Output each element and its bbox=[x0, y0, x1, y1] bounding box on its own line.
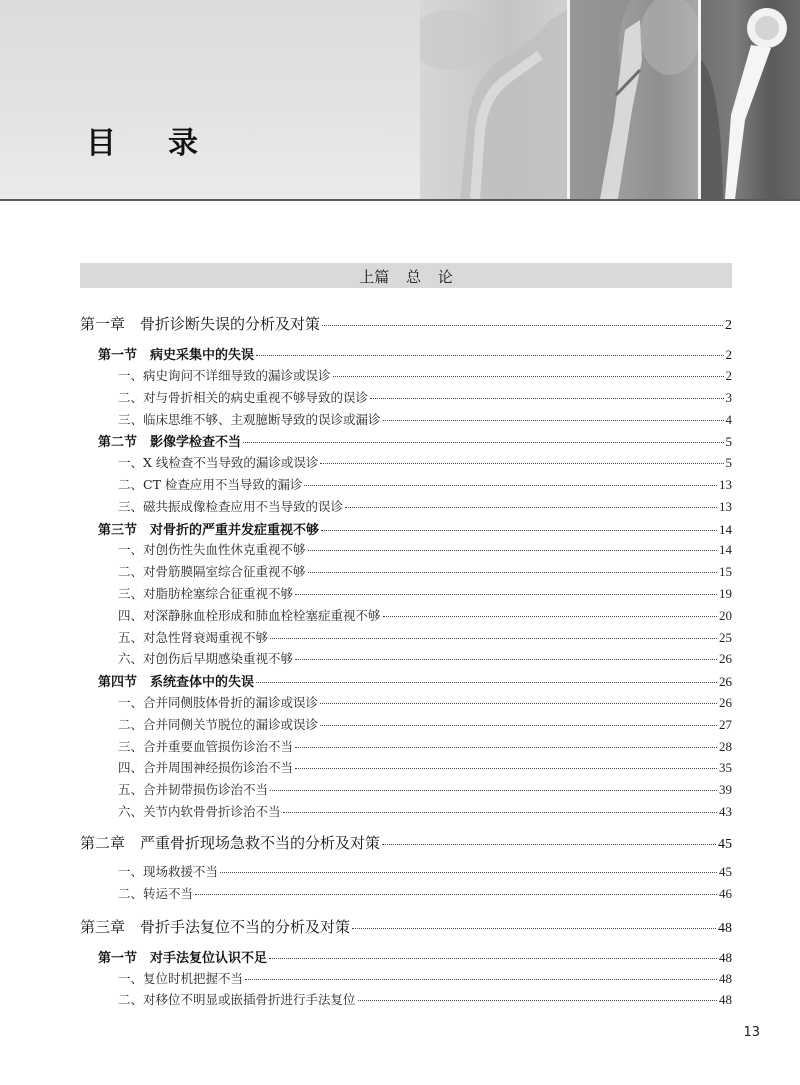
toc-entry-section[interactable] bbox=[98, 947, 732, 966]
toc-entry-chapter[interactable] bbox=[80, 832, 732, 853]
toc-leader-dots bbox=[322, 325, 723, 326]
toc-leader-dots bbox=[269, 958, 717, 959]
toc-entry-label: 一、复位时机把握不当 bbox=[118, 971, 244, 986]
toc-entry-page: 43 bbox=[719, 804, 732, 819]
toc-entry-page: 25 bbox=[719, 630, 732, 645]
toc-entry-page: 2 bbox=[725, 368, 732, 383]
toc-entry-item[interactable] bbox=[118, 969, 732, 987]
toc-entry-page: 28 bbox=[719, 739, 732, 754]
toc-entry-page: 15 bbox=[719, 564, 732, 579]
toc-entry-label: 一、合并同侧肢体骨折的漏诊或误诊 bbox=[118, 695, 319, 710]
toc-entry-label: 一、现场救援不当 bbox=[118, 864, 219, 879]
toc-leader-dots bbox=[304, 485, 717, 486]
header-banner bbox=[0, 0, 800, 200]
toc-entry-label: 六、对创伤后早期感染重视不够 bbox=[118, 651, 294, 666]
toc-entry-item[interactable] bbox=[118, 715, 732, 733]
toc-entry-item[interactable] bbox=[118, 758, 732, 776]
toc-leader-dots bbox=[370, 398, 723, 399]
toc-entry-item[interactable] bbox=[118, 649, 732, 667]
toc-leader-dots bbox=[283, 812, 717, 813]
toc-entry-item[interactable] bbox=[118, 410, 732, 428]
toc-entry-label: 第一节 对手法复位认识不足 bbox=[98, 951, 268, 966]
toc-entry-page: 14 bbox=[719, 522, 732, 537]
toc-entry-label: 五、合并韧带损伤诊治不当 bbox=[118, 782, 269, 797]
toc-entry-page: 26 bbox=[719, 695, 732, 710]
toc-entry-item[interactable] bbox=[118, 388, 732, 406]
toc-entry-item[interactable] bbox=[118, 780, 732, 798]
toc-entry-section[interactable] bbox=[98, 344, 732, 363]
toc-entry-item[interactable] bbox=[118, 990, 732, 1008]
toc-entry-page: 26 bbox=[719, 651, 732, 666]
toc-entry-page: 13 bbox=[719, 499, 732, 514]
toc-entry-page: 48 bbox=[718, 921, 732, 936]
toc-entry-page: 35 bbox=[719, 760, 732, 775]
toc-entry-label: 三、磁共振成像检查应用不当导致的误诊 bbox=[118, 499, 344, 514]
toc-entry-item[interactable] bbox=[118, 802, 732, 820]
toc-entry-page: 45 bbox=[719, 864, 732, 879]
toc-entry-section[interactable] bbox=[98, 519, 732, 538]
toc-leader-dots bbox=[195, 894, 717, 895]
toc-entry-page: 5 bbox=[725, 455, 732, 470]
toc-entry-page: 48 bbox=[719, 992, 732, 1007]
toc-leader-dots bbox=[295, 594, 717, 595]
toc-entry-page: 2 bbox=[725, 347, 732, 362]
toc-entry-label: 五、对急性肾衰竭重视不够 bbox=[118, 630, 269, 645]
toc-entry-item[interactable] bbox=[118, 475, 732, 493]
toc-entry-label: 三、对脂肪栓塞综合征重视不够 bbox=[118, 586, 294, 601]
toc-leader-dots bbox=[295, 768, 717, 769]
header-rule bbox=[0, 199, 800, 201]
toc-leader-dots bbox=[382, 844, 716, 845]
toc-entry-page: 19 bbox=[719, 586, 732, 601]
toc-entry-chapter[interactable] bbox=[80, 313, 732, 334]
toc-entry-section[interactable] bbox=[98, 431, 732, 450]
toc-leader-dots bbox=[308, 572, 717, 573]
toc-entry-page: 45 bbox=[718, 837, 732, 852]
toc-leader-dots bbox=[352, 928, 716, 929]
toc-entry-label: 第二节 影像学检查不当 bbox=[98, 435, 242, 450]
toc-entry-chapter[interactable] bbox=[80, 916, 732, 937]
toc-entry-label: 二、合并同侧关节脱位的漏诊或误诊 bbox=[118, 717, 319, 732]
toc-entry-item[interactable] bbox=[118, 737, 732, 755]
toc-entry-item[interactable] bbox=[118, 693, 732, 711]
toc-entry-page: 26 bbox=[719, 674, 732, 689]
page-title: 目录 bbox=[86, 126, 250, 161]
toc-entry-page: 2 bbox=[725, 318, 732, 333]
toc-entry-label: 第一章 骨折诊断失误的分析及对策 bbox=[80, 315, 321, 333]
toc-entry-item[interactable] bbox=[118, 884, 732, 902]
toc-entry-page: 13 bbox=[719, 477, 732, 492]
toc-entry-item[interactable] bbox=[118, 606, 732, 624]
toc-leader-dots bbox=[383, 616, 717, 617]
part-title: 上篇 总 论 bbox=[359, 268, 453, 286]
toc-entry-label: 第三章 骨折手法复位不当的分析及对策 bbox=[80, 918, 351, 936]
toc-leader-dots bbox=[320, 703, 717, 704]
toc-entry-item[interactable] bbox=[118, 453, 732, 471]
toc-entry-page: 20 bbox=[719, 608, 732, 623]
toc-leader-dots bbox=[358, 1000, 717, 1001]
toc-entry-label: 四、对深静脉血栓形成和肺血栓栓塞症重视不够 bbox=[118, 608, 381, 623]
toc-entry-page: 5 bbox=[725, 434, 732, 449]
toc-leader-dots bbox=[270, 638, 717, 639]
hip-prosthesis-xray-image bbox=[701, 0, 800, 199]
toc-leader-dots bbox=[320, 463, 723, 464]
toc-entry-item[interactable] bbox=[118, 628, 732, 646]
toc-leader-dots bbox=[345, 507, 717, 508]
toc-entry-label: 三、合并重要血管损伤诊治不当 bbox=[118, 739, 294, 754]
toc-entry-label: 第二章 严重骨折现场急救不当的分析及对策 bbox=[80, 834, 381, 852]
toc-leader-dots bbox=[243, 442, 723, 443]
toc-leader-dots bbox=[295, 659, 717, 660]
toc-entry-label: 第四节 系统查体中的失误 bbox=[98, 675, 255, 690]
toc-entry-label: 二、CT 检查应用不当导致的漏诊 bbox=[118, 477, 303, 492]
femur-fracture-xray-image bbox=[570, 0, 698, 199]
toc-entry-label: 第一节 病史采集中的失误 bbox=[98, 348, 255, 363]
toc-leader-dots bbox=[308, 550, 717, 551]
toc-entry-page: 39 bbox=[719, 782, 732, 797]
toc-leader-dots bbox=[256, 355, 723, 356]
toc-entry-label: 二、对移位不明显或嵌插骨折进行手法复位 bbox=[118, 992, 356, 1007]
toc-entry-item[interactable] bbox=[118, 584, 732, 602]
toc-entry-item[interactable] bbox=[118, 862, 732, 880]
toc-entry-label: 二、对骨筋膜隔室综合征重视不够 bbox=[118, 564, 306, 579]
toc-entry-page: 48 bbox=[719, 950, 732, 965]
toc-entry-label: 第三节 对骨折的严重并发症重视不够 bbox=[98, 523, 320, 538]
toc-entry-page: 4 bbox=[725, 412, 732, 427]
toc-entry-label: 一、X 线检查不当导致的漏诊或误诊 bbox=[118, 455, 319, 470]
toc-leader-dots bbox=[220, 872, 717, 873]
toc-leader-dots bbox=[295, 747, 717, 748]
toc-entry-label: 一、病史询问不详细导致的漏诊或误诊 bbox=[118, 368, 331, 383]
toc-entry-label: 三、临床思维不够、主观臆断导致的误诊或漏诊 bbox=[118, 412, 381, 427]
toc-leader-dots bbox=[383, 420, 724, 421]
toc-entry-label: 六、关节内软骨骨折诊治不当 bbox=[118, 804, 281, 819]
toc-entry-page: 3 bbox=[725, 390, 732, 405]
toc-leader-dots bbox=[256, 682, 717, 683]
toc-leader-dots bbox=[245, 979, 717, 980]
toc-entry-item[interactable] bbox=[118, 366, 732, 384]
toc-entry-page: 14 bbox=[719, 542, 732, 557]
toc-entry-page: 48 bbox=[719, 971, 732, 986]
toc-leader-dots bbox=[333, 376, 724, 377]
toc-entry-label: 二、转运不当 bbox=[118, 886, 194, 901]
toc-entry-label: 二、对与骨折相关的病史重视不够导致的误诊 bbox=[118, 390, 369, 405]
page-number: 13 bbox=[743, 1025, 760, 1040]
toc-entry-label: 一、对创伤性失血性休克重视不够 bbox=[118, 542, 306, 557]
toc-entry-item[interactable] bbox=[118, 497, 732, 515]
toc-leader-dots bbox=[321, 530, 717, 531]
part-heading-bar bbox=[80, 263, 732, 288]
toc-entry-item[interactable] bbox=[118, 540, 732, 558]
toc-entry-section[interactable] bbox=[98, 671, 732, 690]
toc-entry-page: 46 bbox=[719, 886, 732, 901]
toc-entry-item[interactable] bbox=[118, 562, 732, 580]
toc-leader-dots bbox=[320, 725, 717, 726]
toc-leader-dots bbox=[270, 790, 717, 791]
toc-entry-label: 四、合并周围神经损伤诊治不当 bbox=[118, 760, 294, 775]
toc-entry-page: 27 bbox=[719, 717, 732, 732]
hip-xray-image bbox=[420, 0, 567, 199]
